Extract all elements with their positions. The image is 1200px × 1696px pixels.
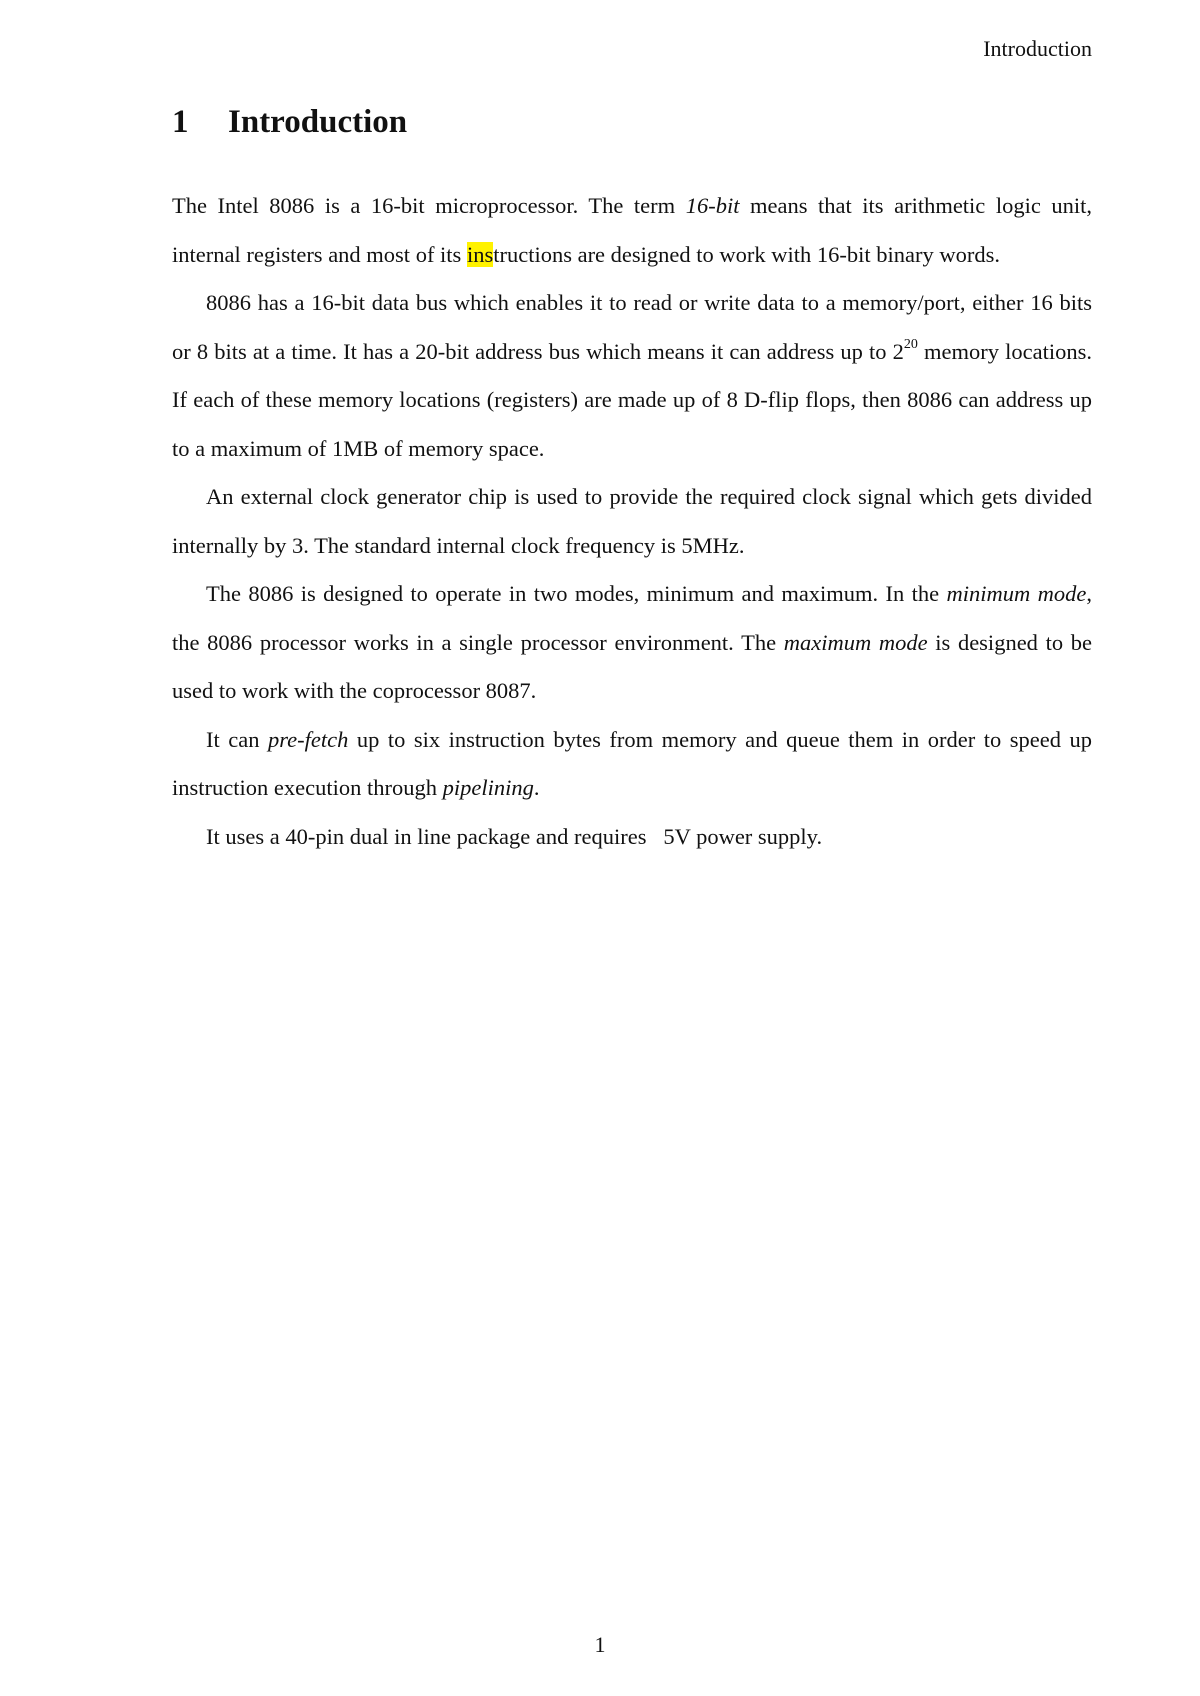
paragraph-4-text-b: , the 8086 processor works in a single processor environment. The <box>172 581 1093 655</box>
paragraph-1-text-c: tructions are designed to work with 16-bit binary words. <box>493 241 1000 267</box>
paragraph-3: An external clock generator chip is used to provide the required clock signal which gets divided internally by 3. The standard internal clock frequency is 5MHz. <box>172 484 1092 558</box>
paragraph-5 <box>172 716 1092 813</box>
emphasis-pre-fetch: pre-fetch <box>267 726 349 752</box>
paragraph-2-text-b: memory locations. If each of these memory locations (registers) are made up of 8 D-flip flops, then 8086 can address up to a maximum of 1MB of memory space. <box>172 338 1093 461</box>
paragraph-4-text-a: The 8086 is designed to operate in two modes, minimum and maximum. In the <box>206 581 947 606</box>
paragraph-5-text-c: . <box>533 775 540 800</box>
page-number: 1 <box>594 1632 606 1657</box>
paragraph-5-text-a: It can <box>206 726 268 752</box>
running-header: Introduction <box>983 36 1092 61</box>
text-highlight: ins <box>466 241 494 267</box>
emphasis-minimum-mode: minimum mode <box>946 581 1087 606</box>
paragraph-6: It uses a 40-pin dual in line package and requires 5V power supply. <box>206 823 823 849</box>
emphasis-pipelining: pipelining <box>442 775 534 800</box>
paragraph-2-text-a: 8086 has a 16-bit data bus which enables it to read or write data to a memory/port, either 16 bits or 8 bits at a time. It has a 20-bit address bus which means it can address up to 2 <box>172 290 1092 364</box>
emphasis-16-bit: 16-bit <box>685 193 740 218</box>
paragraph-4-text-c: is designed to be used to work with the coprocessor 8087. <box>172 629 1092 703</box>
paragraph-2 <box>172 279 1092 473</box>
section-number: 1 <box>172 104 189 140</box>
exponent-superscript: 20 <box>903 337 918 352</box>
paragraph-1-text-a: The Intel 8086 is a 16-bit microprocessor. The term <box>172 193 686 218</box>
emphasis-maximum-mode: maximum mode <box>783 629 928 655</box>
paragraph-5-text-b: up to six instruction bytes from memory and queue them in order to speed up instruction execution through <box>172 726 1093 800</box>
paragraph-4 <box>172 570 1092 716</box>
section-title: Introduction <box>228 104 408 140</box>
paragraph-1-text-b: means that its arithmetic logic unit, internal registers and most of its <box>172 193 1092 267</box>
section-heading <box>172 104 407 141</box>
body-text <box>172 182 1092 861</box>
paragraph-1 <box>172 182 1092 279</box>
